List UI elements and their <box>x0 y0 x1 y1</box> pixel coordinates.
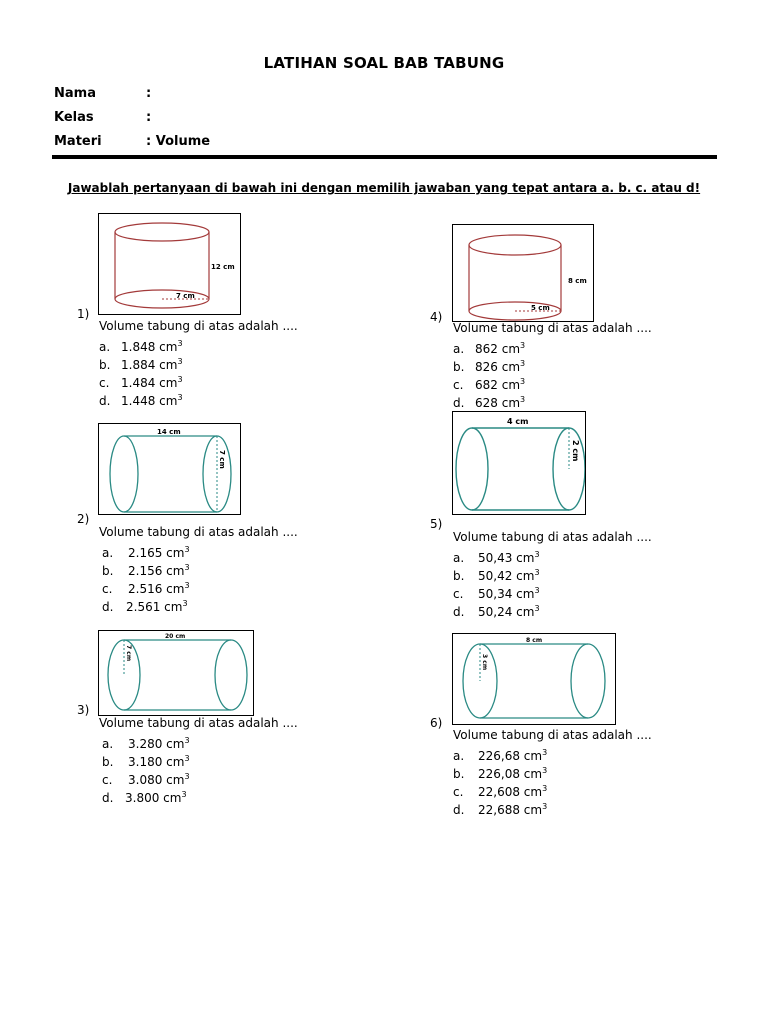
q6-option-d[interactable]: d. 22,688 $cm^3$ <box>453 802 548 817</box>
q6-option-c[interactable]: c. 22,608 $cm^3$ <box>453 784 548 799</box>
materi-row <box>54 134 210 149</box>
q5-option-b[interactable]: b. 50,42 $cm^3$ <box>453 568 540 583</box>
q5-option-a[interactable]: a. 50,43 $cm^3$ <box>453 550 540 565</box>
figure-q4-upright-cylinder <box>452 224 594 322</box>
q1-radius-label: 7 cm <box>176 292 195 300</box>
q5-prompt: Volume tabung di atas adalah .... <box>453 530 652 544</box>
q5-diameter-label: 2 cm <box>571 440 580 462</box>
q2-diameter-label: 7 cm <box>218 450 226 469</box>
materi-value: : Volume <box>146 134 211 149</box>
q2-prompt: Volume tabung di atas adalah .... <box>99 525 298 539</box>
nama-value: : <box>146 86 152 101</box>
q3-option-a[interactable]: a. 3.280 $cm^3$ <box>102 736 190 751</box>
q1-options <box>99 335 183 407</box>
q1-prompt: Volume tabung di atas adalah .... <box>99 319 298 333</box>
materi-label: Materi <box>54 134 102 149</box>
figure-q2-horizontal-cylinder <box>98 423 241 515</box>
q3-option-d[interactable]: d. 3.800 $cm^3$ <box>102 790 187 805</box>
q3-options <box>102 732 190 804</box>
q5-option-d[interactable]: d. 50,24 $cm^3$ <box>453 604 540 619</box>
q2-option-b[interactable]: b. 2.156 $cm^3$ <box>102 563 190 578</box>
q5-length-label: 4 cm <box>507 417 529 426</box>
instruction-text: Jawablah pertanyaan di bawah ini dengan memilih jawaban yang tepat antara a. b. c. atau d! <box>67 181 701 195</box>
q3-prompt: Volume tabung di atas adalah .... <box>99 716 298 730</box>
figure-q1-upright-cylinder <box>98 213 241 315</box>
q1-option-d[interactable]: d. 1.448 $cm^3$ <box>99 393 183 408</box>
q4-options <box>453 337 525 409</box>
nama-row <box>54 86 151 101</box>
q2-option-d[interactable]: d. 2.561 $cm^3$ <box>102 599 188 614</box>
header-divider <box>52 155 717 159</box>
nama-label: Nama <box>54 86 96 101</box>
q2-number: 2) <box>77 512 90 526</box>
q4-prompt: Volume tabung di atas adalah .... <box>453 321 652 335</box>
q6-prompt: Volume tabung di atas adalah .... <box>453 728 652 742</box>
q5-number: 5) <box>430 517 443 531</box>
worksheet-title: LATIHAN SOAL BAB TABUNG <box>263 54 505 72</box>
q6-option-a[interactable]: a. 226,68 $cm^3$ <box>453 748 548 763</box>
q2-option-a[interactable]: a. 2.165 $cm^3$ <box>102 545 190 560</box>
q6-number: 6) <box>430 716 443 730</box>
q3-option-b[interactable]: b. 3.180 $cm^3$ <box>102 754 190 769</box>
q4-radius-label: 5 cm <box>531 304 550 312</box>
q3-radius-label: 7 cm <box>125 645 132 662</box>
figure-q3-horizontal-cylinder <box>98 630 254 716</box>
q3-number: 3) <box>77 703 90 717</box>
q3-option-c[interactable]: c. 3.080 $cm^3$ <box>102 772 190 787</box>
q1-number: 1) <box>77 307 90 321</box>
q5-option-c[interactable]: c. 50,34 $cm^3$ <box>453 586 540 601</box>
q5-options <box>453 546 540 618</box>
q2-options <box>102 541 190 613</box>
figure-q5-horizontal-cylinder <box>452 411 586 515</box>
q4-option-b[interactable]: b. 826 $cm^3$ <box>453 359 526 374</box>
q6-length-label: 8 cm <box>526 637 543 644</box>
kelas-label: Kelas <box>54 110 94 125</box>
q4-option-c[interactable]: c. 682 $cm^3$ <box>453 377 526 392</box>
q1-option-c[interactable]: c. 1.484 $cm^3$ <box>99 375 183 390</box>
q4-option-d[interactable]: d. 628 $cm^3$ <box>453 395 526 410</box>
q2-option-c[interactable]: c. 2.516 $cm^3$ <box>102 581 190 596</box>
q4-option-a[interactable]: a. 862 $cm^3$ <box>453 341 526 356</box>
q6-option-b[interactable]: b. 226,08 $cm^3$ <box>453 766 548 781</box>
q1-option-a[interactable]: a. 1.848 $cm^3$ <box>99 339 183 354</box>
q6-radius-label: 3 cm <box>481 654 488 671</box>
q3-length-label: 20 cm <box>165 633 186 640</box>
kelas-row <box>54 110 151 125</box>
q1-option-b[interactable]: b. 1.884 $cm^3$ <box>99 357 183 372</box>
q6-options <box>453 744 547 816</box>
q4-height-label: 8 cm <box>568 277 587 285</box>
q1-height-label: 12 cm <box>211 263 235 271</box>
q2-length-label: 14 cm <box>157 428 181 436</box>
kelas-value: : <box>146 110 152 125</box>
q4-number: 4) <box>430 310 443 324</box>
figure-q6-horizontal-cylinder <box>452 633 616 725</box>
